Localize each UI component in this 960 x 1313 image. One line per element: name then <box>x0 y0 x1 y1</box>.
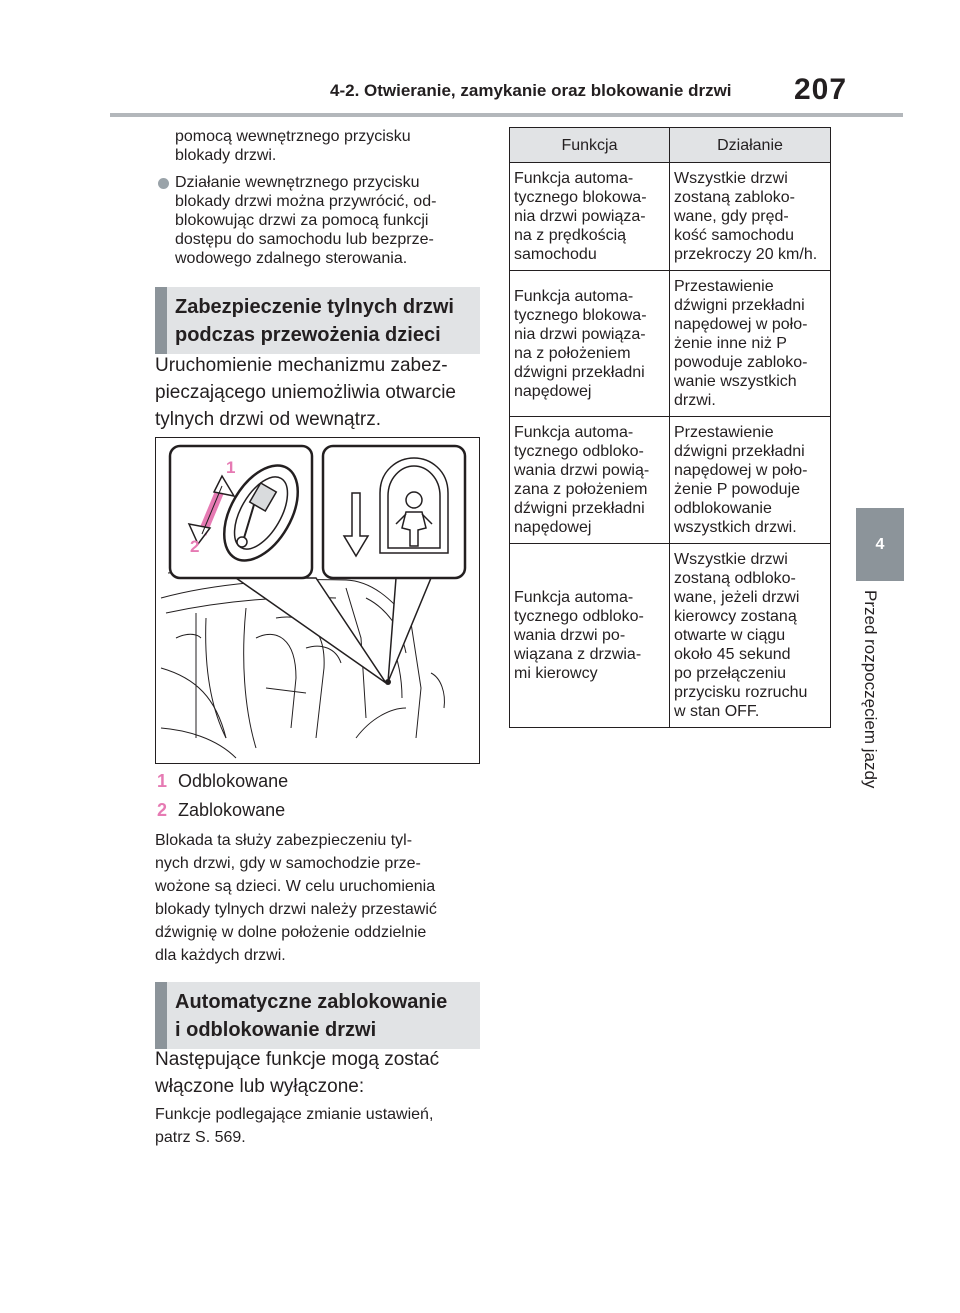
table-row <box>510 163 831 271</box>
text-line: włączone lub wyłączone: <box>155 1076 365 1097</box>
child-lock-symbol-panel <box>323 446 465 578</box>
column-header-function: Funkcja <box>510 128 670 163</box>
text-line: Uruchomienie mechanizmu zabez- <box>155 355 448 376</box>
text-line: Następujące funkcje mogą zostać <box>155 1049 440 1070</box>
text-line: Blokada ta służy zabezpieczeniu tyl- <box>155 832 413 849</box>
text-line: patrz S. 569. <box>155 1129 246 1146</box>
heading-line: Zabezpieczenie tylnych drzwi <box>175 296 454 318</box>
section-heading-auto-lock <box>155 982 480 1049</box>
table-row <box>510 417 831 544</box>
section1-note <box>155 829 437 967</box>
section2-note <box>155 1103 433 1149</box>
text-line: blokady tylnych drzwi należy przestawić <box>155 901 437 918</box>
legend-number: 2 <box>157 800 168 820</box>
function-cell: Funkcja automa- tycznego odbloko- wania drzwi po- wiązana z drzwia- mi kierowcy <box>510 544 670 728</box>
text-line: dźwignię w dolne położenie oddzielnie <box>155 924 427 941</box>
function-cell: Funkcja automa- tycznego odbloko- wania drzwi powią- zana z położeniem dźwigni przekładni napędowej <box>510 417 670 544</box>
lever-location-marker <box>385 679 391 685</box>
text-line: nych drzwi, gdy w samochodzie prze- <box>155 855 421 872</box>
text-line: wodowego zdalnego sterowania. <box>175 250 408 267</box>
legend-item-locked <box>157 797 285 824</box>
text-line: Działanie wewnętrznego przycisku <box>175 174 420 191</box>
action-cell: Wszystkie drzwi zostaną zabloko- wane, gdy pręd- kość samochodu przekroczy 20 km/h. <box>670 163 831 271</box>
section1-lead <box>155 352 456 433</box>
chapter-number: 4 <box>875 535 885 553</box>
action-cell: Przestawienie dźwigni przekładni napędowej w poło- żenie P powoduje odblokowanie wszystkich drzwi. <box>670 417 831 544</box>
legend-number: 1 <box>157 771 168 791</box>
table-row <box>510 544 831 728</box>
bullet-icon <box>158 178 169 189</box>
action-cell: Wszystkie drzwi zostaną odbloko- wane, jeżeli drzwi kierowcy zostaną otwarte w ciągu około 45 sekund po przełączeniu przycisku rozruchu w stan OFF. <box>670 544 831 728</box>
header-rule-tab <box>835 113 903 117</box>
text-line: wożone są dzieci. W celu uruchomienia <box>155 878 436 895</box>
section-title: 4-2. Otwieranie, zamykanie oraz blokowanie drzwi <box>330 81 732 100</box>
text-line: Funkcje podlegające zmianie ustawień, <box>155 1106 434 1123</box>
text-line: tylnych drzwi od wewnątrz. <box>155 409 381 430</box>
legend-item-unlocked <box>157 768 288 795</box>
function-cell: Funkcja automa- tycznego blokowa- nia drzwi powiąza- na z położeniem dźwigni przekładni napędowej <box>510 271 670 417</box>
chapter-tab <box>856 508 904 581</box>
text-line: blokady drzwi. <box>175 147 277 164</box>
legend-label: Odblokowane <box>178 771 289 791</box>
chapter-title: Przed rozpoczęciem jazdy <box>861 590 880 789</box>
text-line: dostępu do samochodu lub bezprze- <box>175 231 434 248</box>
text-line: pieczającego uniemożliwia otwarcie <box>155 382 456 403</box>
heading-line: Automatyczne zablokowanie <box>175 991 448 1013</box>
intro-bullet <box>175 173 436 268</box>
intro-continuation <box>175 127 411 165</box>
header-rule <box>110 113 835 117</box>
section2-lead <box>155 1046 439 1100</box>
text-line: blokowując drzwi za pomocą funkcji <box>175 212 429 229</box>
table-header-row <box>510 128 831 163</box>
text-line: blokady drzwi można przywrócić, od- <box>175 193 437 210</box>
function-cell: Funkcja automa- tycznego blokowa- nia drzwi powiąza- na z prędkością samochodu <box>510 163 670 271</box>
column-header-action: Działanie <box>670 128 831 163</box>
text-line: pomocą wewnętrznego przycisku <box>175 128 411 145</box>
action-cell: Przestawienie dźwigni przekładni napędowej w poło- żenie inne niż P powoduje zabloko- wanie wszystkich drzwi. <box>670 271 831 417</box>
heading-line: podczas przewożenia dzieci <box>175 324 441 346</box>
auto-lock-functions-table <box>509 127 831 728</box>
table-row <box>510 271 831 417</box>
figure-label-2: 2 <box>190 537 200 556</box>
page-number: 207 <box>794 73 848 106</box>
figure-label-1: 1 <box>226 458 236 477</box>
car-door-figure <box>156 438 479 763</box>
heading-line: i odblokowanie drzwi <box>175 1019 377 1041</box>
legend-label: Zablokowane <box>178 800 286 820</box>
child-lock-illustration <box>155 437 480 764</box>
section-heading-child-lock <box>155 287 480 354</box>
text-line: dla każdych drzwi. <box>155 947 286 964</box>
